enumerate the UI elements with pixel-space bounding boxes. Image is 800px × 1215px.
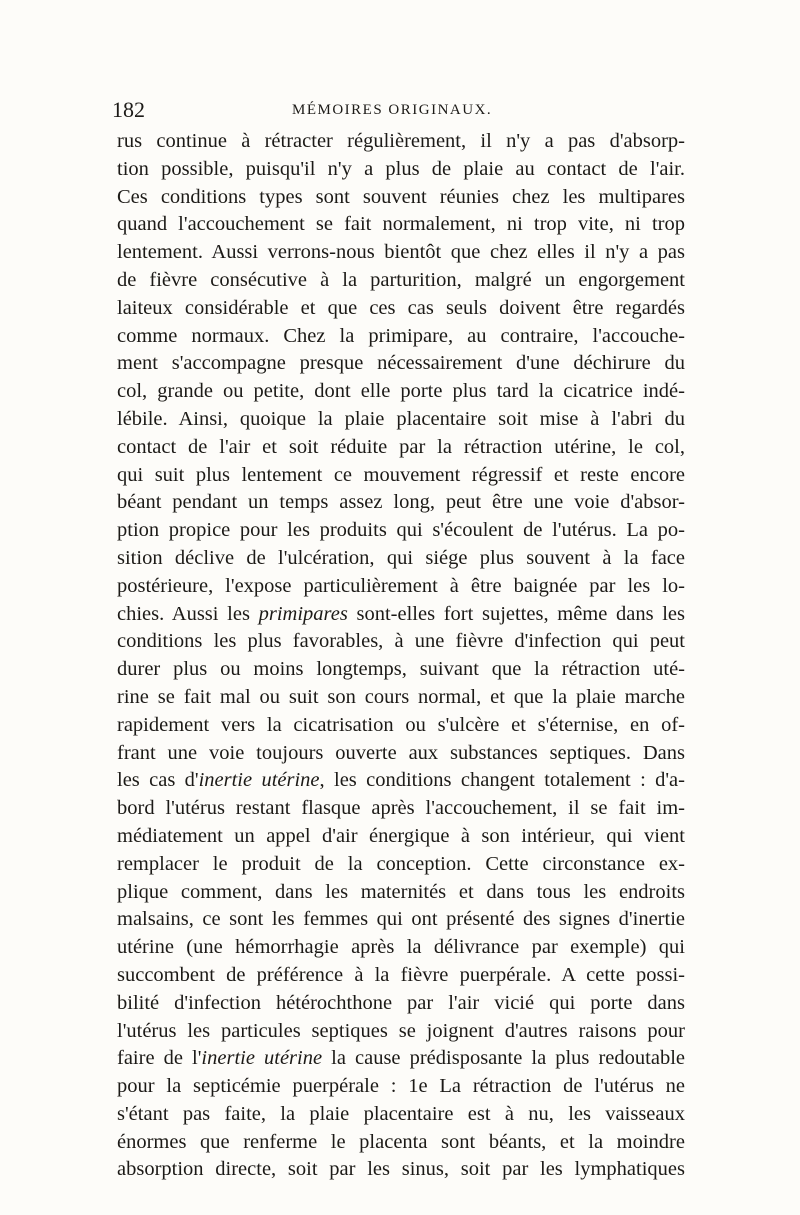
- text-line: durer plus ou moins longtemps, suivant que la rétraction uté-: [117, 658, 685, 681]
- text-line: frant une voie toujours ouverte aux substances septiques. Dans: [117, 741, 685, 764]
- italic-term: primipares: [258, 602, 348, 625]
- page-header: [112, 96, 684, 124]
- text-line: utérine (une hémorrhagie après la délivrance par exemple) qui: [117, 936, 685, 959]
- running-head: MÉMOIRES ORIGINAUX.: [292, 102, 493, 118]
- text-line: comme normaux. Chez la primipare, au contraire, l'accouche-: [117, 324, 685, 347]
- italic-term: inertie utérine: [201, 1047, 323, 1070]
- text-line: Ces conditions types sont souvent réunies chez les multipares: [117, 185, 685, 208]
- text-line: lébile. Ainsi, quoique la plaie placentaire soit mise à l'abri du: [117, 407, 685, 430]
- text-line: de fièvre consécutive à la parturition, malgré un engorgement: [117, 268, 685, 291]
- text-line: conditions les plus favorables, à une fièvre d'infection qui peut: [117, 630, 685, 653]
- text-line: lentement. Aussi verrons-nous bientôt que chez elles il n'y a pas: [117, 241, 685, 264]
- body-text: [117, 128, 685, 1184]
- text-line: bord l'utérus restant flasque après l'accouchement, il se fait im-: [117, 797, 685, 820]
- text-line: ption propice pour les produits qui s'écoulent de l'utérus. La po-: [117, 519, 685, 542]
- text-line: énormes que renferme le placenta sont béants, et la moindre: [117, 1130, 685, 1153]
- text-line: col, grande ou petite, dont elle porte plus tard la cicatrice indé-: [117, 380, 685, 403]
- text-line: laiteux considérable et que ces cas seuls doivent être regardés: [117, 296, 685, 319]
- text-line: malsains, ce sont les femmes qui ont présenté des signes d'inertie: [117, 908, 685, 931]
- page-number: 182: [112, 97, 145, 122]
- text-line: l'utérus les particules septiques se joignent d'autres raisons pour: [117, 1019, 685, 1042]
- text-line: succombent de préférence à la fièvre puerpérale. A cette possi-: [117, 963, 685, 986]
- text-line: tion possible, puisqu'il n'y a plus de plaie au contact de l'air.: [117, 157, 685, 180]
- text-line: médiatement un appel d'air énergique à son intérieur, qui vient: [117, 824, 685, 847]
- text-line: faire de l'inertie utérine la cause prédisposante la plus redoutable: [117, 1047, 685, 1070]
- text-line: chies. Aussi les primipares sont-elles fort sujettes, même dans les: [117, 602, 685, 625]
- text-line: les cas d'inertie utérine, les conditions changent totalement : d'a-: [117, 769, 685, 792]
- text-line: postérieure, l'expose particulièrement à être baignée par les lo-: [117, 574, 685, 597]
- text-line: rapidement vers la cicatrisation ou s'ulcère et s'éternise, en of-: [117, 713, 685, 736]
- text-line: plique comment, dans les maternités et dans tous les endroits: [117, 880, 685, 903]
- text-line: pour la septicémie puerpérale : 1e La rétraction de l'utérus ne: [117, 1075, 685, 1098]
- text-line: qui suit plus lentement ce mouvement régressif et reste encore: [117, 463, 685, 486]
- text-line: rine se fait mal ou suit son cours normal, et que la plaie marche: [117, 685, 685, 708]
- text-line: ment s'accompagne presque nécessairement d'une déchirure du: [117, 352, 685, 375]
- text-line: absorption directe, soit par les sinus, soit par les lymphatiques: [117, 1158, 685, 1181]
- text-line: rus continue à rétracter régulièrement, il n'y a pas d'absorp-: [117, 130, 685, 152]
- text-line: sition déclive de l'ulcération, qui siége plus souvent à la face: [117, 546, 685, 569]
- italic-term: inertie utérine: [198, 769, 320, 792]
- text-line: contact de l'air et soit réduite par la rétraction utérine, le col,: [117, 435, 685, 458]
- text-line: s'étant pas faite, la plaie placentaire est à nu, les vaisseaux: [117, 1102, 685, 1125]
- text-line: remplacer le produit de la conception. Cette circonstance ex-: [117, 852, 685, 875]
- text-line: béant pendant un temps assez long, peut être une voie d'absor-: [117, 491, 685, 514]
- text-line: bilité d'infection hétérochthone par l'air vicié qui porte dans: [117, 991, 685, 1014]
- text-line: quand l'accouchement se fait normalement, ni trop vite, ni trop: [117, 213, 685, 236]
